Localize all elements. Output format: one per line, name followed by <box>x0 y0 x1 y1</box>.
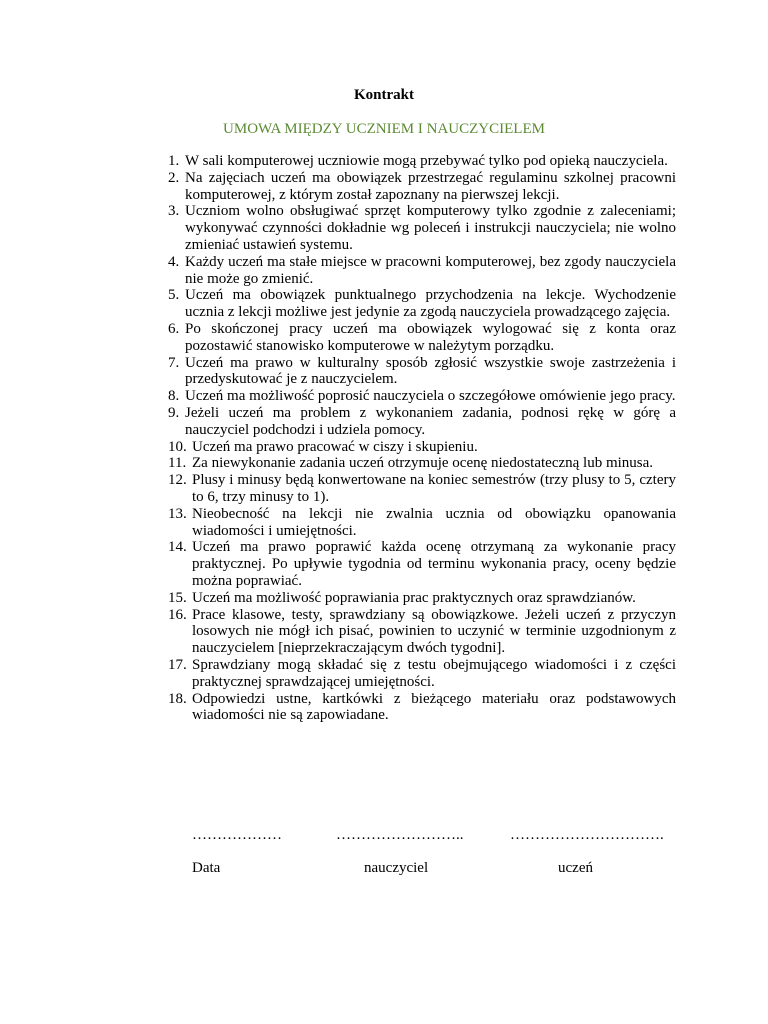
list-item-number: 15. <box>168 589 187 606</box>
list-item-text: Uczeń ma możliwość poprosić nauczyciela o szczegółowe omówienie jego pracy. <box>185 388 676 405</box>
list-item <box>168 170 676 204</box>
list-item <box>168 388 676 405</box>
list-item-text: Za niewykonanie zadania uczeń otrzymuje ocenę niedostateczną lub minusa. <box>192 455 654 472</box>
list-item-text: Sprawdziany mogą składać się z testu obejmującego wiadomości i z części praktycznej sprawdzającej umiejętności. <box>192 656 676 690</box>
list-item-number: 13. <box>168 505 187 522</box>
list-item-text: Prace klasowe, testy, sprawdziany są obowiązkowe. Jeżeli uczeń z przyczyn losowych nie mógł ich pisać, powinien to uczynić w terminie uzgodnionym z nauczycielem [nieprzekraczającym dwóch tygodni]. <box>192 606 676 657</box>
list-item-text: Odpowiedzi ustne, kartkówki z bieżącego materiału oraz podstawowych wiadomości nie są zapowiadane. <box>192 690 676 724</box>
list-item-text: Na zajęciach uczeń ma obowiązek przestrzegać regulaminu szkolnej pracowni komputerowej, z którym został zapoznany na pierwszej lekcji. <box>185 169 676 203</box>
list-item-number: 7. <box>168 354 180 371</box>
list-item-number: 10. <box>168 438 187 455</box>
list-item-text: W sali komputerowej uczniowie mogą przebywać tylko pod opieką nauczyciela. <box>185 153 668 169</box>
list-item <box>168 254 676 288</box>
list-item-number: 1. <box>168 153 180 169</box>
list-item-number: 4. <box>168 253 180 270</box>
list-item-number: 5. <box>168 287 180 304</box>
list-item-number: 9. <box>168 404 180 421</box>
list-item <box>168 321 676 355</box>
list-item <box>168 439 676 456</box>
document-subtitle: UMOWA MIĘDZY UCZNIEM I NAUCZYCIELEM <box>223 121 545 137</box>
list-item-text: Uczniom wolno obsługiwać sprzęt komputerowy tylko zgodnie z zaleceniami; wykonywać czynności dokładnie wg poleceń i instrukcji nauczyciela; nie wolno zmieniać ustawień systemu. <box>185 203 676 253</box>
date-signature-line: ……………… <box>192 827 282 843</box>
list-item <box>168 590 676 607</box>
student-signature-line: …………………………. <box>510 827 664 843</box>
list-item <box>168 607 676 657</box>
list-item <box>168 657 676 691</box>
list-item-number: 11. <box>168 455 187 472</box>
list-item <box>168 539 676 589</box>
list-item-text: Każdy uczeń ma stałe miejsce w pracowni komputerowej, bez zgody nauczyciela nie może go zmienić. <box>185 253 676 287</box>
list-item-text: Uczeń ma obowiązek punktualnego przychodzenia na lekcje. Wychodzenie ucznia z lekcji możliwe jest jedynie za zgodą nauczyciela prowadzącego zajęcia. <box>185 287 676 321</box>
list-item <box>168 203 676 253</box>
list-item <box>168 287 676 321</box>
signature-labels <box>192 859 682 879</box>
list-item-number: 3. <box>168 203 180 220</box>
list-item-number: 18. <box>168 690 187 707</box>
document-title: Kontrakt <box>354 87 414 103</box>
list-item <box>168 355 676 389</box>
list-item <box>168 506 676 540</box>
list-item-number: 17. <box>168 656 187 673</box>
signature-lines <box>192 826 682 846</box>
list-item-number: 2. <box>168 169 180 186</box>
list-item <box>168 472 676 506</box>
list-item-number: 12. <box>168 472 187 489</box>
student-label: uczeń <box>558 860 593 876</box>
list-item-text: Uczeń ma prawo poprawić każda ocenę otrzymaną za wykonanie pracy praktycznej. Po upływie tygodnia od terminu wykonania pracy, oceny będzie można poprawiać. <box>192 539 676 589</box>
list-item-number: 6. <box>168 320 180 337</box>
list-item <box>168 153 676 170</box>
date-label: Data <box>192 860 221 876</box>
list-item-number: 8. <box>168 388 180 405</box>
list-item-text: Jeżeli uczeń ma problem z wykonaniem zadania, podnosi rękę w górę a nauczyciel podchodzi i udziela pomocy. <box>185 404 676 438</box>
list-item <box>168 455 676 472</box>
contract-rules-list <box>168 153 676 724</box>
list-item <box>168 405 676 439</box>
teacher-signature-line: …………………….. <box>336 827 464 843</box>
list-item-text: Plusy i minusy będą konwertowane na koniec semestrów (trzy plusy to 5, cztery to 6, trzy minusy to 1). <box>192 472 676 505</box>
list-item-text: Nieobecność na lekcji nie zwalnia ucznia od obowiązku opanowania wiadomości i umiejętności. <box>192 505 676 539</box>
list-item-text: Uczeń ma prawo w kulturalny sposób zgłosić wszystkie swoje zastrzeżenia i przedyskutować je z nauczycielem. <box>185 354 676 388</box>
teacher-label: nauczyciel <box>364 860 429 876</box>
list-item-number: 14. <box>168 539 187 556</box>
list-item-number: 16. <box>168 606 187 623</box>
list-item-text: Uczeń ma możliwość poprawiania prac praktycznych oraz sprawdzianów. <box>192 589 636 606</box>
list-item-text: Po skończonej pracy uczeń ma obowiązek wylogować się z konta oraz pozostawić stanowisko komputerowe w należytym porządku. <box>185 320 676 354</box>
list-item-text: Uczeń ma prawo pracować w ciszy i skupieniu. <box>192 438 478 455</box>
list-item <box>168 691 676 725</box>
